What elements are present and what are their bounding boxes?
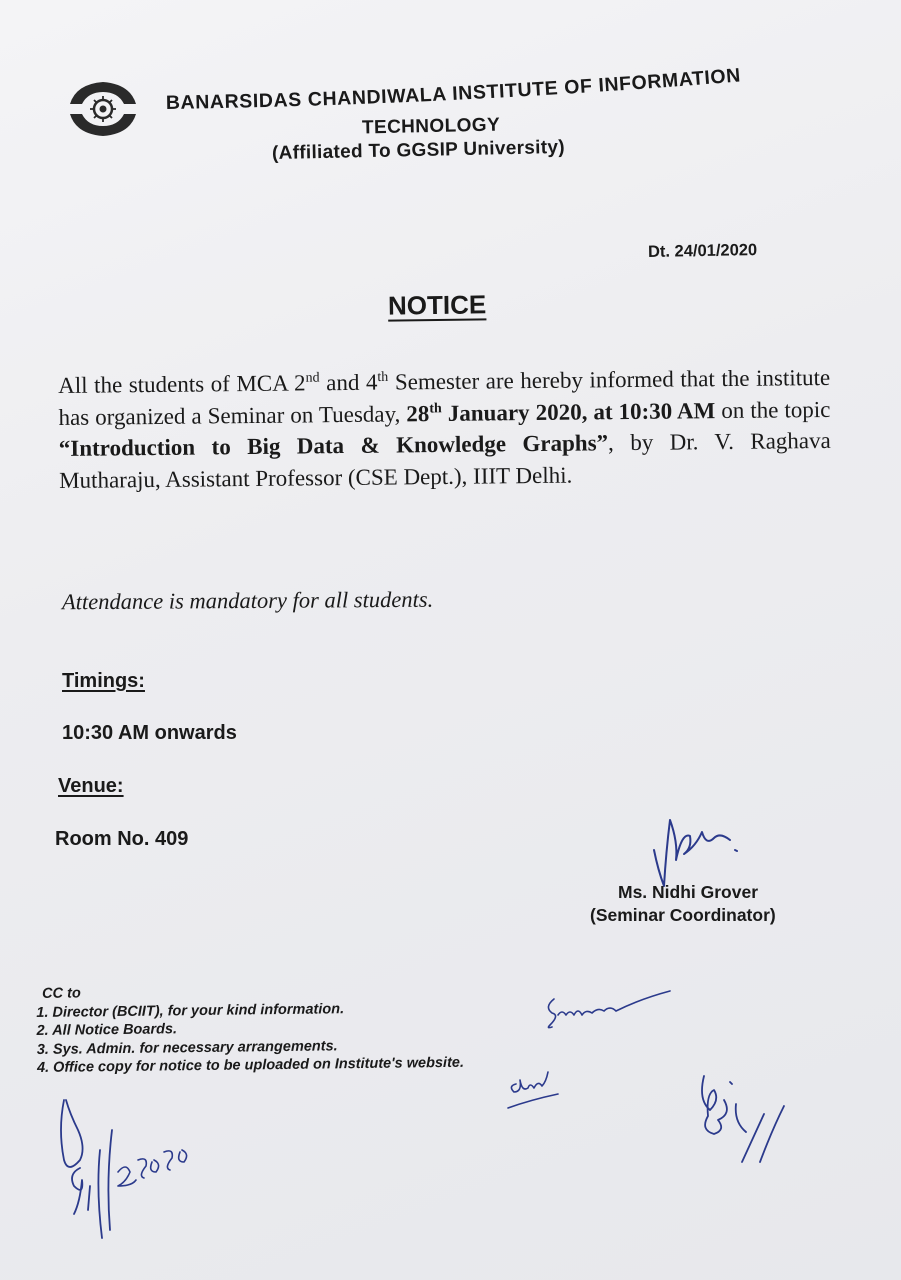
affiliation: (Affiliated To GGSIP University) bbox=[271, 136, 566, 165]
handwritten-date-signature-icon bbox=[40, 1090, 210, 1250]
venue-label: Venue: bbox=[58, 775, 124, 797]
cc-item: 2. All Notice Boards. bbox=[36, 1021, 178, 1039]
body-sup-nd: nd bbox=[305, 370, 320, 386]
seminar-date: 28th January 2020, at 10:30 AM bbox=[406, 397, 716, 426]
institute-name-line2: TECHNOLOGY bbox=[361, 114, 501, 139]
coordinator-signature-icon bbox=[640, 812, 750, 892]
signatory-role: (Seminar Coordinator) bbox=[590, 905, 776, 925]
body-text-part2: and 4 bbox=[319, 369, 378, 396]
body-text-part4: on the topic bbox=[715, 396, 831, 423]
cc-item: 4. Office copy for notice to be uploaded on Institute's website. bbox=[36, 1054, 465, 1076]
body-sup-th: th bbox=[377, 369, 389, 385]
body-text-part3: Semester are hereby informed that the institute has organized a Seminar on Tuesday, bbox=[58, 364, 831, 430]
notice-date: Dt. 24/01/2020 bbox=[647, 241, 758, 261]
timings-label: Timings: bbox=[62, 670, 145, 692]
seminar-topic: “Introduction to Big Data & Knowledge Graphs” bbox=[58, 430, 609, 461]
institute-logo-icon bbox=[62, 78, 144, 140]
signatory-name: Ms. Nidhi Grover bbox=[618, 882, 759, 902]
body-text-part5: , by Dr. V. Raghava Mutharaju, Assistant Professor (CSE Dept.), IIIT Delhi. bbox=[59, 427, 831, 493]
body-text-part1: All the students of MCA 2 bbox=[58, 370, 306, 398]
notice-body bbox=[58, 362, 831, 496]
attendance-note: Attendance is mandatory for all students. bbox=[61, 586, 434, 615]
page-title: NOTICE bbox=[387, 289, 487, 321]
institute-name bbox=[166, 60, 826, 120]
cc-item: 1. Director (BCIIT), for your kind information. bbox=[36, 1000, 345, 1021]
handwritten-signature-icon bbox=[680, 1070, 810, 1170]
cc-heading: CC to bbox=[42, 985, 81, 1002]
svg-text:BANARSIDAS CHANDIWALA INSTITUT: BANARSIDAS CHANDIWALA INSTITUTE OF INFORMATION bbox=[166, 64, 742, 115]
timings-value: 10:30 AM onwards bbox=[62, 722, 237, 744]
cc-list bbox=[36, 980, 464, 1078]
cc-item: 3. Sys. Admin. for necessary arrangements. bbox=[36, 1037, 338, 1058]
handwritten-initials-icon bbox=[540, 985, 680, 1035]
venue-value: Room No. 409 bbox=[55, 828, 189, 850]
handwritten-initials-icon bbox=[500, 1062, 570, 1114]
